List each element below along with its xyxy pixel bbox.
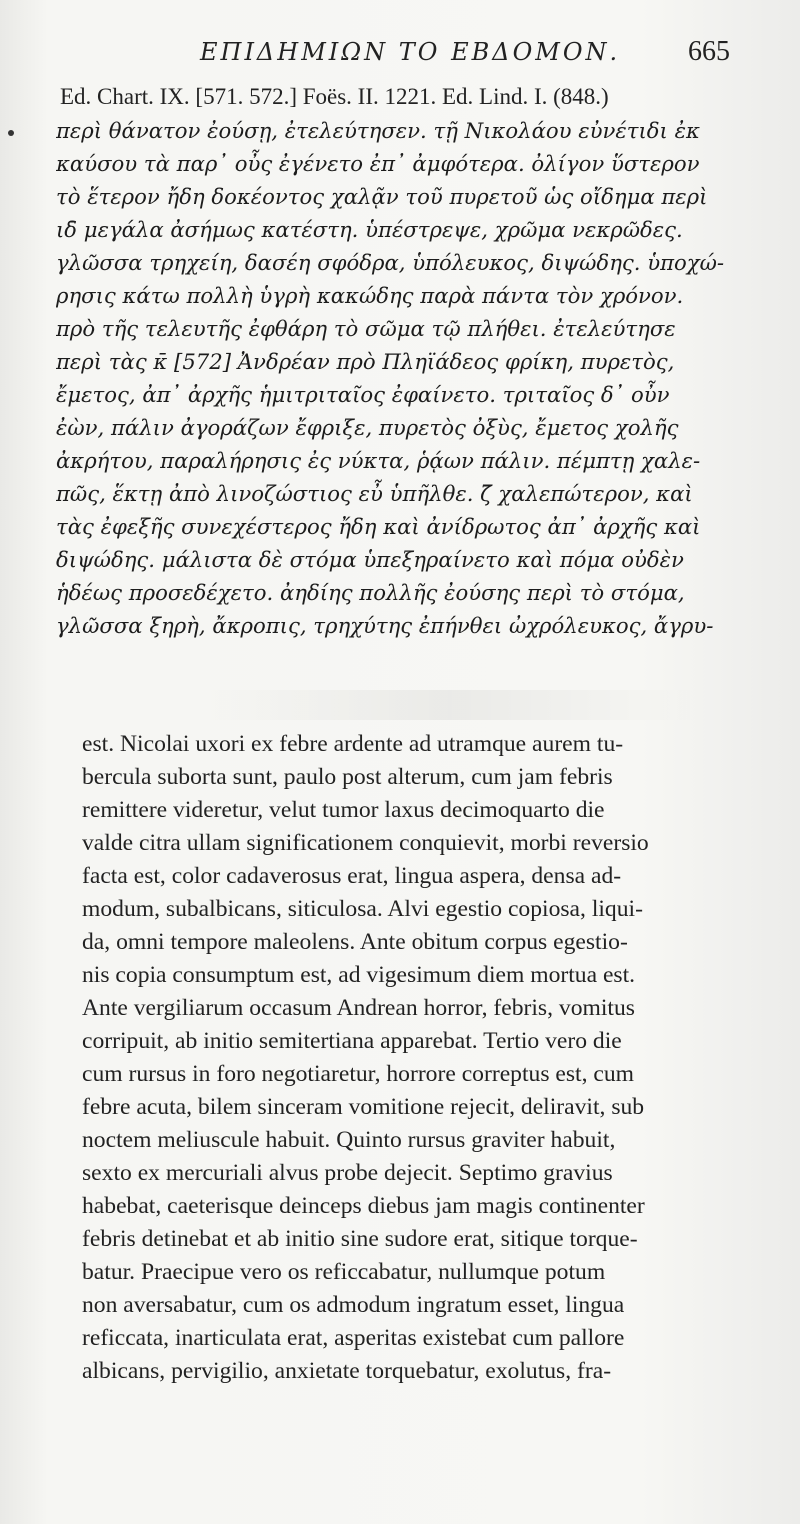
greek-line: ἔμετος, ἀπ᾽ ἀρχῆς ἡμιτριταῖος ἐφαίνετο. τριταῖος δ᾽ οὖν (56, 382, 670, 407)
latin-line: da, omni tempore maleolens. Ante obitum corpus egestio- (82, 929, 628, 955)
edition-reference-line: Ed. Chart. IX. [571. 572.] Foës. II. 1221. Ed. Lind. I. (848.) (60, 84, 609, 109)
page-number: 665 (688, 36, 730, 67)
latin-text-block (82, 728, 754, 1388)
latin-line: albicans, pervigilio, anxietate torquebatur, exolutus, fra- (82, 1358, 612, 1384)
latin-line: batur. Praecipue vero os reficcabatur, nullumque potum (82, 1259, 606, 1285)
greek-line: περὶ θάνατον ἐούσῃ, ἐτελεύτησεν. τῇ Νικολάου εὐνέτιδι ἐκ (56, 118, 700, 143)
greek-line: καύσου τὰ παρ᾽ οὖς ἐγένετο ἐπ᾽ ἀμφότερα. ὀλίγον ὕστερον (56, 151, 700, 176)
latin-line: noctem meliuscule habuit. Quinto rursus graviter habuit, (82, 1127, 616, 1153)
greek-line: ἀκρήτου, παραλήρησις ἐς νύκτα, ῥᾴων πάλιν. πέμπτῃ χαλε- (56, 448, 701, 473)
greek-line: ἐὼν, πάλιν ἀγοράζων ἔφριξε, πυρετὸς ὀξὺς, ἔμετος χολῆς (56, 415, 679, 440)
greek-line: γλῶσσα ξηρὴ, ἄκροπις, τρηχύτης ἐπήνθει ὠχρόλευκος, ἄγρυ- (56, 613, 714, 638)
latin-line: sexto ex mercuriali alvus probe dejecit. Septimo gravius (82, 1160, 613, 1186)
greek-line: πρὸ τῆς τελευτῆς ἐφθάρη τὸ σῶμα τῷ πλήθει. ἐτελεύτησε (56, 316, 676, 341)
bleed-through-shadow (200, 690, 700, 720)
latin-line: nis copia consumptum est, ad vigesimum diem mortua est. (82, 962, 636, 988)
latin-line: bercula suborta sunt, paulo post alterum, cum jam febris (82, 764, 613, 790)
latin-line: habebat, caeterisque deinceps diebus jam magis continenter (82, 1193, 645, 1219)
latin-line: est. Nicolai uxori ex febre ardente ad utramque aurem tu- (82, 731, 624, 757)
latin-line: facta est, color cadaverosus erat, lingua aspera, densa ad- (82, 863, 622, 889)
latin-line: cum rursus in foro negotiaretur, horrore correptus est, cum (82, 1061, 635, 1087)
greek-line: ἡδέως προσεδέχετο. ἀηδίης πολλῆς ἐούσης περὶ τὸ στόμα, (56, 580, 685, 605)
greek-text-block (56, 114, 746, 642)
greek-line: διψώδης. μάλιστα δὲ στόμα ὑπεξηραίνετο καὶ πόμα οὐδὲν (56, 547, 684, 572)
latin-line: modum, subalbicans, siticulosa. Alvi egestio copiosa, liqui- (82, 896, 643, 922)
latin-line: remittere videretur, velut tumor laxus decimoquarto die (82, 797, 605, 823)
latin-line: febre acuta, bilem sinceram vomitione rejecit, deliravit, sub (82, 1094, 645, 1120)
greek-line: τὰς ἐφεξῆς συνεχέστερος ἤδη καὶ ἀνίδρωτος ἀπ᾽ ἀρχῆς καὶ (56, 514, 701, 539)
greek-line: περὶ τὰς κ̄ [572] Ἀνδρέαν πρὸ Πληϊάδεος φρίκη, πυρετὸς, (56, 349, 675, 374)
margin-dot-mark (8, 130, 14, 136)
latin-line: valde citra ullam significationem conquievit, morbi reversio (82, 830, 649, 856)
page-header (60, 36, 740, 76)
greek-line: ρησις κάτω πολλὴ ὑγρὴ κακώδης παρὰ πάντα τὸν χρόνον. (56, 283, 684, 308)
latin-line: non aversabatur, cum os admodum ingratum esset, lingua (82, 1292, 625, 1318)
latin-line: Ante vergiliarum occasum Andrean horror, febris, vomitus (82, 995, 635, 1021)
greek-line: γλῶσσα τρηχείη, δασέη σφόδρα, ὑπόλευκος, διψώδης. ὑποχώ- (56, 250, 725, 275)
latin-line: reficcata, inarticulata erat, asperitas existebat cum pallore (82, 1325, 625, 1351)
greek-line: ιδ̄ μεγάλα ἀσήμως κατέστη. ὑπέστρεψε, χρῶμα νεκρῶδες. (56, 217, 683, 242)
greek-line: πῶς, ἕκτῃ ἀπὸ λινοζώστιος εὖ ὑπῆλθε. ζ̄ χαλεπώτερον, καὶ (56, 481, 693, 506)
running-title: ΕΠΙΔΗΜΙΩΝ ΤΟ ΕΒΔΟΜΟΝ. (200, 38, 621, 66)
greek-line: τὸ ἕτερον ἤδη δοκέοντος χαλᾷν τοῦ πυρετοῦ ὡς οἴδημα περὶ (56, 184, 708, 209)
latin-line: corripuit, ab initio semitertiana apparebat. Tertio vero die (82, 1028, 622, 1054)
latin-line: febris detinebat et ab initio sine sudore erat, sitique torque- (82, 1226, 638, 1252)
